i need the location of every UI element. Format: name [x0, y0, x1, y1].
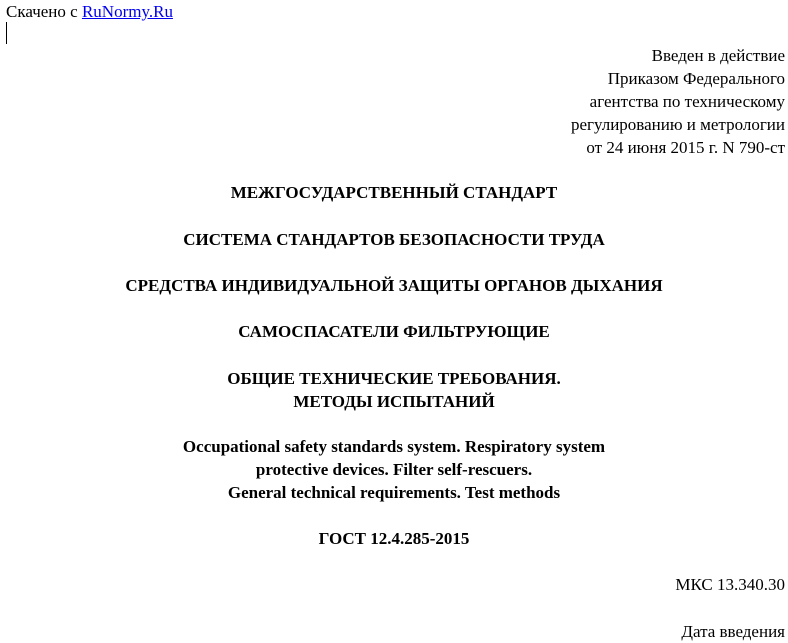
introduction-line: Введен в действие	[651, 46, 785, 65]
system-heading	[0, 228, 788, 251]
source-line	[6, 0, 173, 23]
introduction-line: агентства по техническому	[589, 92, 785, 111]
heading-text: МЕЖГОСУДАРСТВЕННЫЙ СТАНДАРТ	[230, 183, 558, 202]
introduction-block	[571, 44, 785, 159]
heading-text: ОБЩИЕ ТЕХНИЧЕСКИЕ ТРЕБОВАНИЯ.	[227, 369, 561, 388]
english-title-line: General technical requirements. Test methods	[227, 483, 561, 502]
runormy-link[interactable]: RuNormy.Ru	[81, 2, 173, 21]
source-prefix: Скачено с	[6, 2, 78, 21]
english-title	[0, 435, 788, 504]
english-title-line: protective devices. Filter self-rescuers.	[255, 460, 533, 479]
introduction-line: от 24 июня 2015 г. N 790-ст	[586, 138, 785, 157]
heading-text: СРЕДСТВА ИНДИВИДУАЛЬНОЙ ЗАЩИТЫ ОРГАНОВ ДЫХАНИЯ	[125, 276, 663, 295]
text-cursor	[6, 22, 7, 44]
heading-text: МЕТОДЫ ИСПЫТАНИЙ	[293, 392, 495, 411]
english-title-line: Occupational safety standards system. Respiratory system	[182, 437, 606, 456]
intro-date-label: Дата введения	[681, 622, 785, 641]
mks-code: МКС 13.340.30	[675, 575, 785, 594]
heading-text: САМОСПАСАТЕЛИ ФИЛЬТРУЮЩИЕ	[238, 322, 550, 341]
introduction-line: Приказом Федерального	[607, 69, 785, 88]
introduction-line: регулированию и метрологии	[570, 115, 785, 134]
requirements-heading	[0, 367, 788, 413]
heading-text: СИСТЕМА СТАНДАРТОВ БЕЗОПАСНОСТИ ТРУДА	[183, 230, 605, 249]
means-heading	[0, 274, 788, 297]
interstate-standard-heading	[0, 181, 788, 204]
standard-number	[0, 527, 788, 550]
standard-number-text: ГОСТ 12.4.285-2015	[318, 529, 470, 548]
self-rescuers-heading	[0, 320, 788, 343]
